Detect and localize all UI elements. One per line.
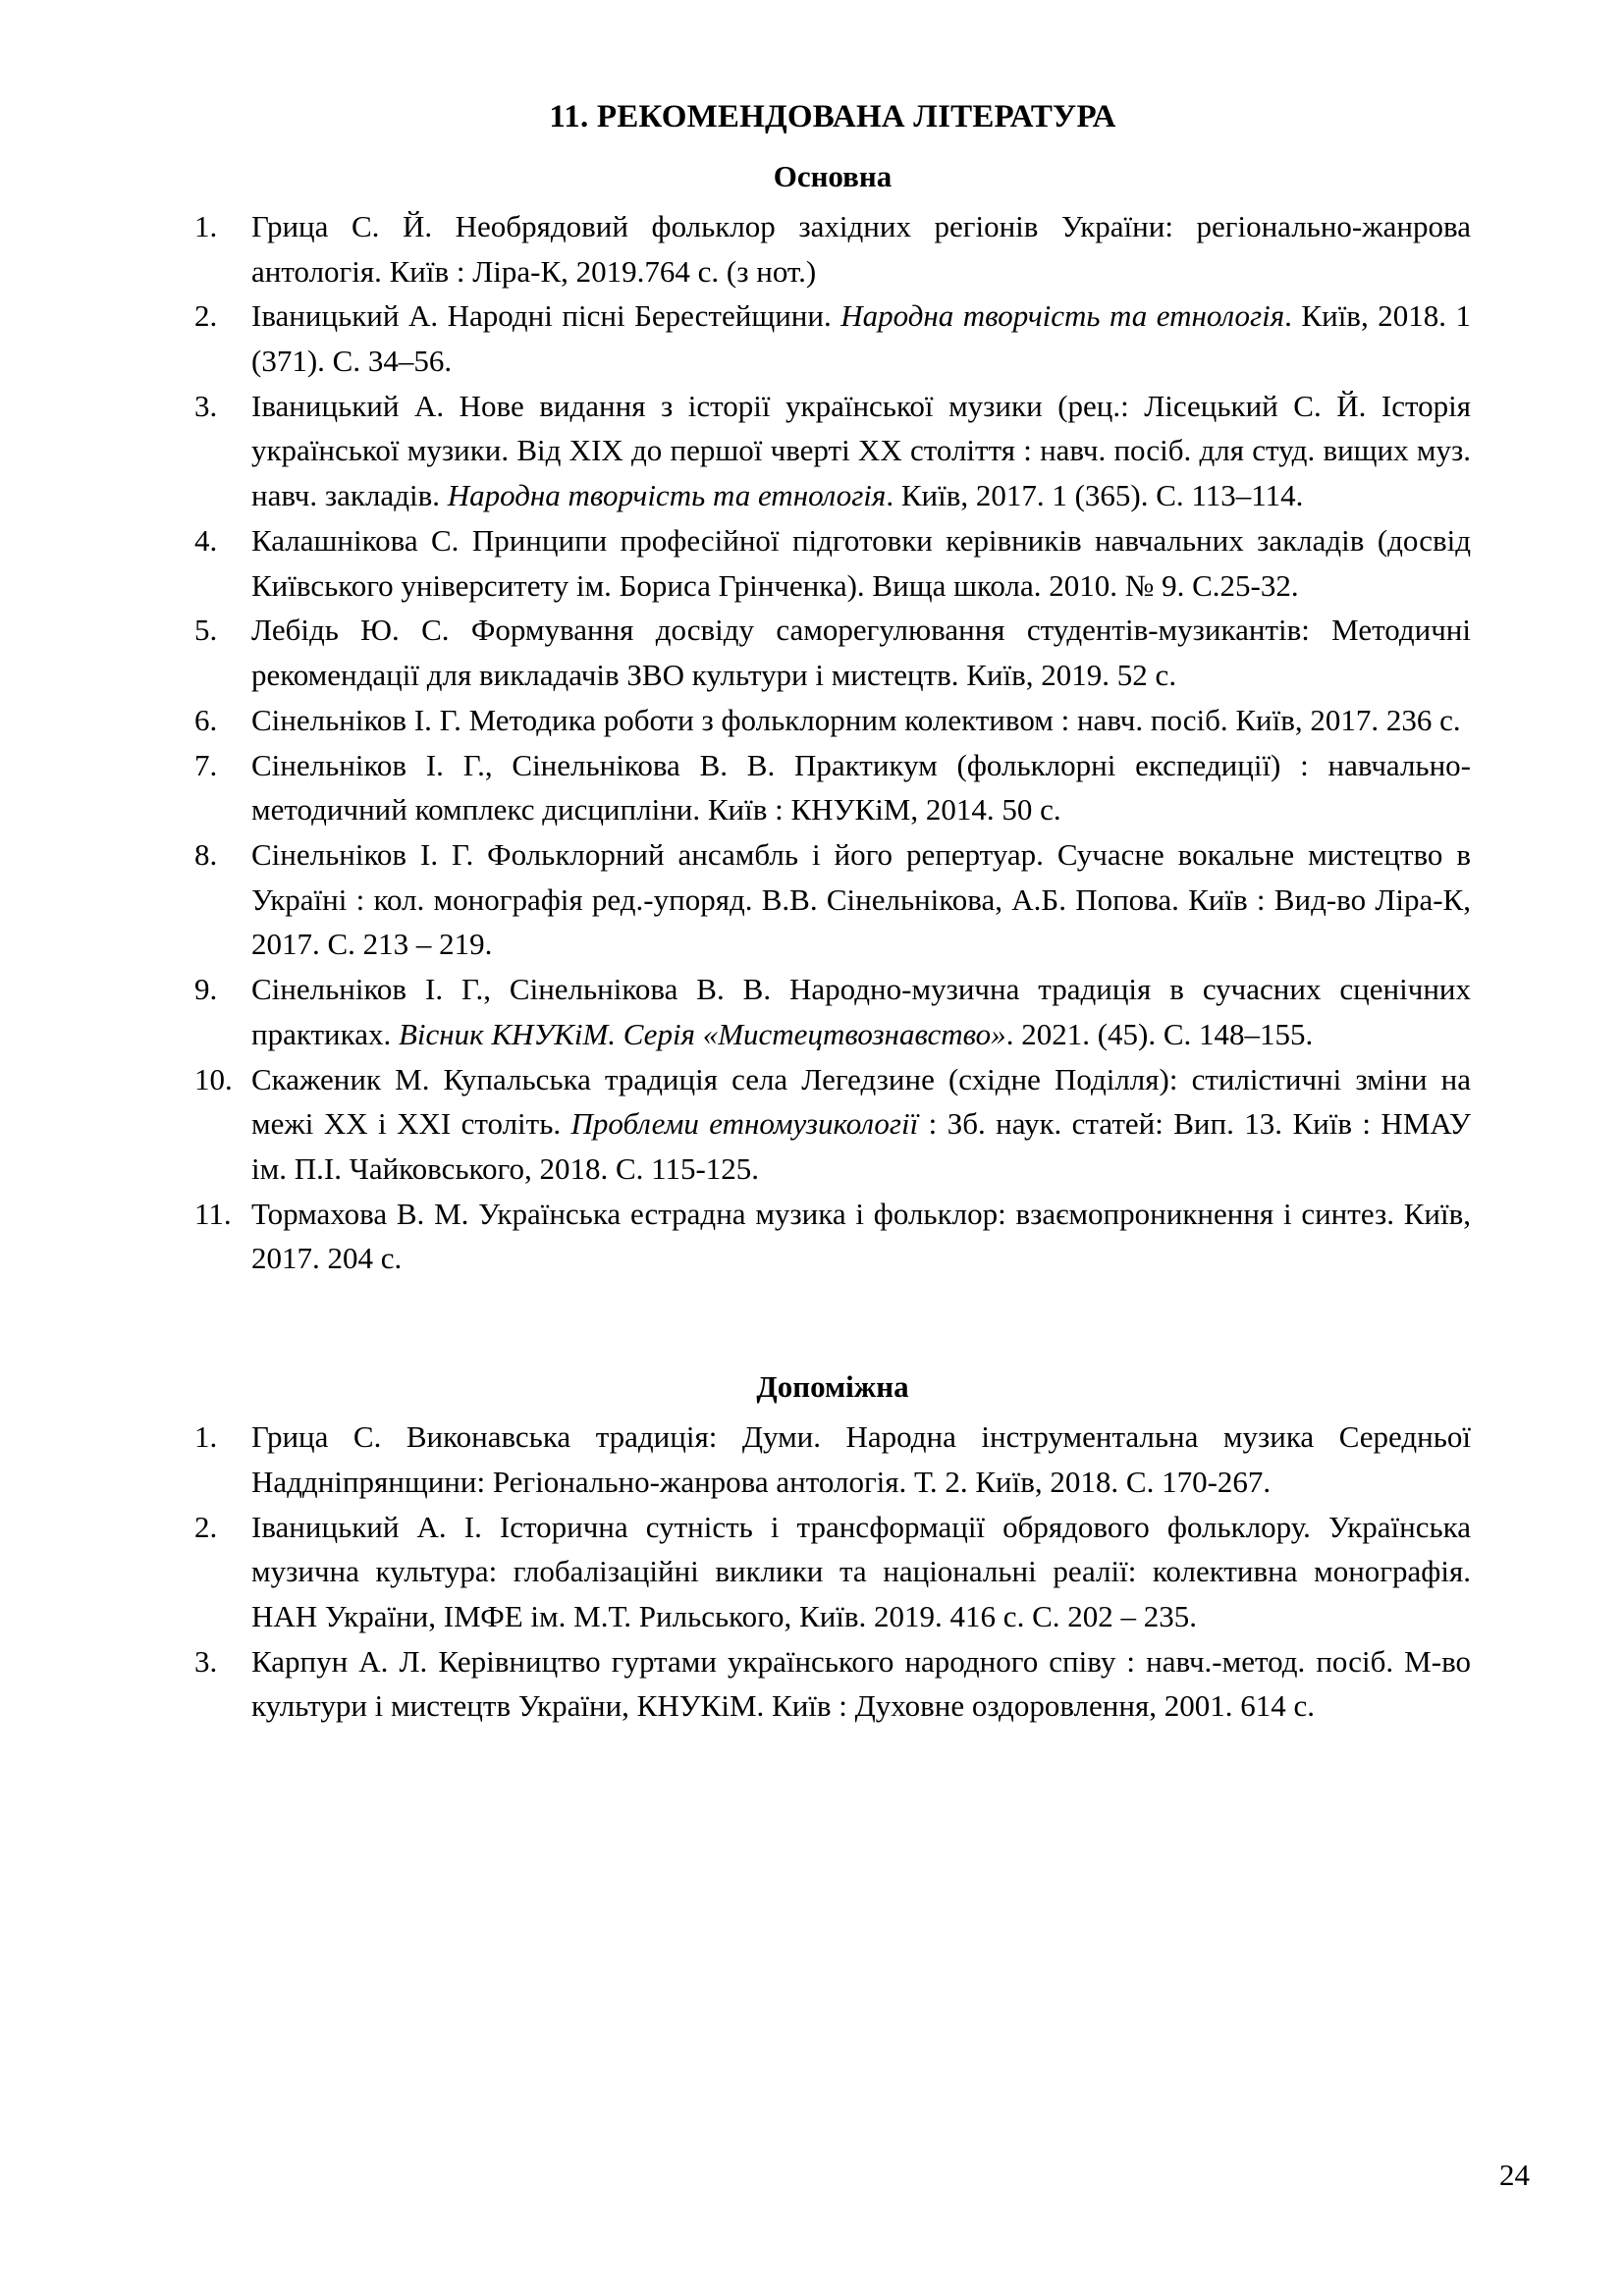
bibliography-entry-text <box>251 294 1471 383</box>
bibliography-entry-part: Іваницький А. Нове видання з історії української музики (рец.: Лісецький С. Й. Історія української музики. Від XIX до першої чверті XX століття : навч. посіб. для студ. вищих муз. навч. закладів. <box>251 388 1471 513</box>
bibliography-entry-part: Скаженик М. Купальська традиція села Легедзине (східне Поділля): стилістичні зміни на межі XX і XXI століть. <box>251 1061 1471 1142</box>
bibliography-entry-text <box>251 967 1471 1056</box>
bibliography-sections <box>194 155 1471 1729</box>
bibliography-entry-part: Сінельніков І. Г. Фольклорний ансамбль і його репертуар. Сучасне вокальне мистецтво в Україні : кол. монографія ред.-упоряд. В.В. Сінельнікова, А.Б. Попова. Київ : Вид-во Ліра-К, 2017. С. 213 – 219. <box>251 836 1471 962</box>
bibliography-entry-part: . Київ, 2017. 1 (365). С. 113–114. <box>886 478 1304 513</box>
bibliography-entry-part: : Зб. наук. статей: Вип. 13. Київ : НМАУ ім. П.І. Чайковського, 2018. С. 115-125. <box>251 1106 1471 1186</box>
bibliography-entry <box>194 1415 1471 1504</box>
bibliography-entry-part: Тормахова В. М. Українська естрадна музика і фольклор: взаємопроникнення і синтез. Київ, 2017. 204 с. <box>251 1196 1471 1276</box>
bibliography-entry <box>194 1192 1471 1281</box>
bibliography-list <box>194 204 1471 1281</box>
bibliography-entry <box>194 294 1471 383</box>
bibliography-entry-text <box>251 608 1471 697</box>
bibliography-entry <box>194 1639 1471 1729</box>
bibliography-entry-text <box>251 1415 1471 1504</box>
bibliography-entry-part: . Київ, 2018. 1 (371). С. 34–56. <box>251 298 1471 379</box>
bibliography-entry-text <box>251 1057 1471 1192</box>
bibliography-entry-text <box>251 743 1471 832</box>
bibliography-entry-part: Грица С. Й. Необрядовий фольклор західних регіонів України: регіонально-жанрова антологія. Київ : Ліра-К, 2019.764 с. (з нот.) <box>251 208 1471 289</box>
bibliography-entry-text <box>251 1505 1471 1639</box>
bibliography-entry <box>194 967 1471 1056</box>
bibliography-entry-italic-part: Вісник КНУКіМ. Серія «Мистецтвознавство» <box>399 1016 1006 1051</box>
bibliography-entry <box>194 1057 1471 1192</box>
bibliography-entry-part: Калашнікова С. Принципи професійної підготовки керівників навчальних закладів (досвід Київського університету ім. Бориса Грінченка). Вища школа. 2010. № 9. С.25-32. <box>251 522 1471 603</box>
bibliography-entry-italic-part: Народна творчість та етнологія <box>447 478 887 513</box>
bibliography-list <box>194 1415 1471 1729</box>
bibliography-entry-part: Карпун А. Л. Керівництво гуртами українського народного співу : навч.-метод. посіб. М-во культури і мистецтв України, КНУКіМ. Київ : Духовне оздоровлення, 2001. 614 с. <box>251 1643 1471 1724</box>
bibliography-entry <box>194 608 1471 697</box>
page-number: 24 <box>1499 2158 1530 2192</box>
bibliography-entry-part: Сінельніков І. Г., Сінельнікова В. В. Практикум (фольклорні експедиції) : навчально-методичний комплекс дисципліни. Київ : КНУКіМ, 2014. 50 с. <box>251 747 1471 828</box>
bibliography-entry-italic-part: Проблеми етномузикології <box>570 1106 919 1142</box>
bibliography-entry-part: Іваницький А. Народні пісні Берестейщини. <box>251 298 841 334</box>
bibliography-entry <box>194 518 1471 608</box>
bibliography-entry-text <box>251 384 1471 518</box>
bibliography-entry-text <box>251 1639 1471 1729</box>
section-heading: Основна <box>773 158 893 193</box>
bibliography-entry <box>194 204 1471 294</box>
bibliography-entry-part: Грица С. Виконавська традиція: Думи. Народна інструментальна музика Середньої Наддніпрянщини: Регіонально-жанрова антологія. Т. 2. Київ, 2018. С. 170-267. <box>251 1419 1471 1499</box>
bibliography-entry-part: Сінельніков І. Г., Сінельнікова В. В. Народно-музична традиція в сучасних сценічних практиках. <box>251 972 1471 1051</box>
page-content <box>194 94 1471 1729</box>
bibliography-entry-text <box>251 698 1471 743</box>
bibliography-entry-text <box>251 204 1471 294</box>
bibliography-entry <box>194 743 1471 832</box>
bibliography-entry-part: Сінельніков І. Г. Методика роботи з фольклорним колективом : навч. посіб. Київ, 2017. 236 с. <box>251 702 1461 737</box>
bibliography-entry <box>194 832 1471 967</box>
bibliography-entry-italic-part: Народна творчість та етнологія <box>840 298 1285 334</box>
bibliography-entry <box>194 698 1471 743</box>
bibliography-entry-text <box>251 1192 1471 1281</box>
bibliography-entry-part: . 2021. (45). С. 148–155. <box>1005 1016 1314 1051</box>
bibliography-entry <box>194 1505 1471 1639</box>
bibliography-entry <box>194 384 1471 518</box>
bibliography-entry-part: Іваницький А. І. Історична сутність і трансформації обрядового фольклору. Українська музична культура: глобалізаційні виклики та національні реалії: колективна монографія. НАН України, ІМФЕ ім. М.Т. Рильського, Київ. 2019. 416 с. С. 202 – 235. <box>251 1509 1471 1634</box>
bibliography-entry-text <box>251 518 1471 608</box>
section-heading: Допоміжна <box>756 1369 909 1405</box>
bibliography-entry-part: Лебідь Ю. С. Формування досвіду саморегулювання студентів-музикантів: Методичні рекомендації для викладачів ЗВО культури і мистецтв. Київ, 2019. 52 с. <box>251 613 1471 693</box>
page-title: 11. РЕКОМЕНДОВАНА ЛІТЕРАТУРА <box>549 99 1116 134</box>
bibliography-entry-text <box>251 832 1471 967</box>
